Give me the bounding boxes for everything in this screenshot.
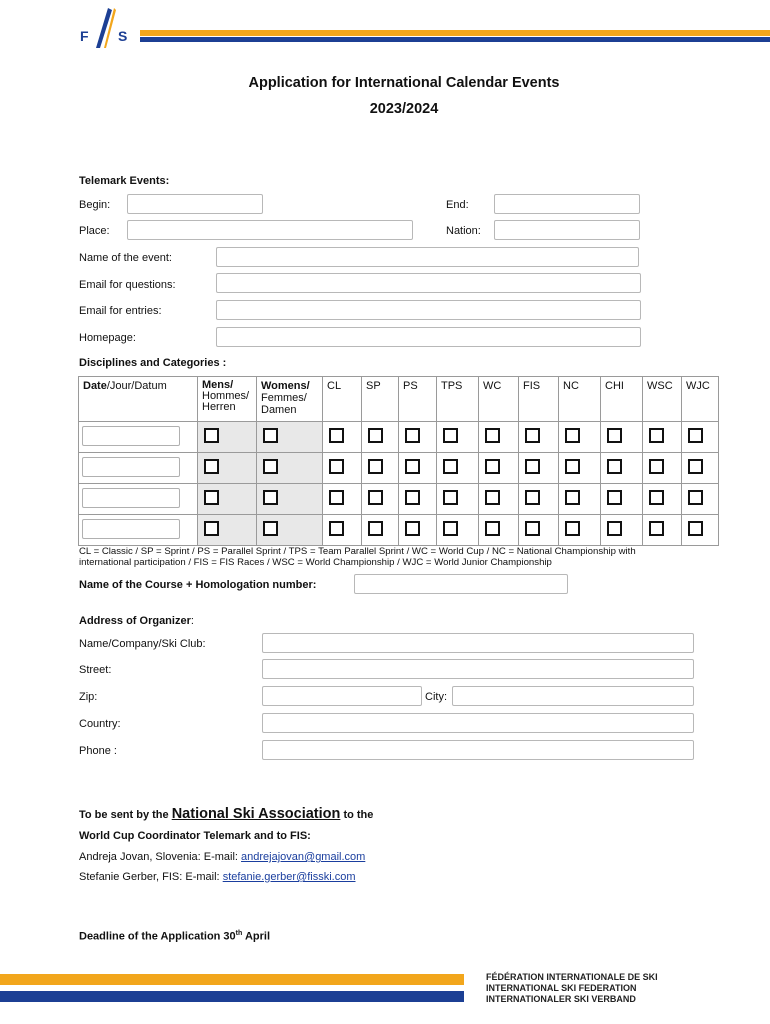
checkbox-cell <box>479 484 519 515</box>
event-name-field[interactable] <box>216 247 639 267</box>
category-checkbox[interactable] <box>649 459 664 474</box>
footer-line2: INTERNATIONAL SKI FEDERATION <box>486 983 637 993</box>
footer-stripe-blue <box>0 991 464 1002</box>
disciplines-legend <box>79 546 769 568</box>
category-checkbox[interactable] <box>329 459 344 474</box>
category-checkbox[interactable] <box>204 428 219 443</box>
category-checkbox[interactable] <box>565 459 580 474</box>
date-header-bold: Date <box>83 380 107 392</box>
category-checkbox[interactable] <box>607 459 622 474</box>
page-subtitle: 2023/2024 <box>369 101 439 117</box>
organizer-heading-suffix: : <box>190 615 194 627</box>
col-header: NC <box>559 377 601 422</box>
sendto-line2: World Cup Coordinator Telemark and to FIS: <box>79 830 311 842</box>
mens-sub1: Hommes/ <box>202 390 250 402</box>
category-checkbox[interactable] <box>688 490 703 505</box>
country-label: Country: <box>79 718 121 730</box>
category-checkbox[interactable] <box>405 490 420 505</box>
end-field[interactable] <box>494 194 640 214</box>
city-field[interactable] <box>452 686 694 706</box>
category-checkbox[interactable] <box>368 428 383 443</box>
organizer-heading <box>79 615 194 627</box>
mens-header <box>198 377 257 422</box>
footer-line1: FÉDÉRATION INTERNATIONALE DE SKI <box>486 972 658 982</box>
category-checkbox[interactable] <box>405 521 420 536</box>
col-header: TPS <box>437 377 479 422</box>
course-label: Name of the Course + Homologation number: <box>79 579 317 591</box>
header-stripe-blue <box>140 37 770 42</box>
checkbox-cell <box>519 422 559 453</box>
deadline-sup: th <box>235 930 243 937</box>
course-field[interactable] <box>354 574 568 594</box>
col-header: FIS <box>519 377 559 422</box>
contact-2 <box>79 871 356 883</box>
checkbox-cell <box>643 515 682 546</box>
disciplines-heading: Disciplines and Categories : <box>79 357 227 369</box>
checkbox-cell <box>559 515 601 546</box>
checkbox-cell <box>519 515 559 546</box>
telemark-heading: Telemark Events: <box>79 175 170 187</box>
legend-line1: CL = Classic / SP = Sprint / PS = Parallel Sprint / TPS = Team Parallel Sprint / WC = World Cup / NC = National Championship with <box>79 546 636 557</box>
fis-logo-icon <box>78 8 132 48</box>
category-checkbox[interactable] <box>443 428 458 443</box>
category-checkbox[interactable] <box>443 459 458 474</box>
checkbox-cell <box>257 422 323 453</box>
category-checkbox[interactable] <box>485 428 500 443</box>
checkbox-cell <box>437 484 479 515</box>
date-header <box>79 377 198 422</box>
contact-1-text: Andreja Jovan, Slovenia: E-mail: <box>79 851 238 863</box>
header-stripe-orange <box>140 30 770 36</box>
category-checkbox[interactable] <box>329 490 344 505</box>
organizer-heading-text: Address of Organizer <box>79 615 191 627</box>
category-checkbox[interactable] <box>204 459 219 474</box>
checkbox-cell <box>257 453 323 484</box>
disciplines-table <box>78 376 719 546</box>
checkbox-cell <box>399 453 437 484</box>
date-field[interactable] <box>82 519 180 539</box>
contact-2-text: Stefanie Gerber, FIS: E-mail: <box>79 871 220 883</box>
contact-1 <box>79 851 365 863</box>
category-checkbox[interactable] <box>485 521 500 536</box>
date-header-rest: /Jour/Datum <box>106 380 167 392</box>
zip-label: Zip: <box>79 691 98 703</box>
col-header: SP <box>362 377 399 422</box>
table-row <box>79 453 719 484</box>
checkbox-cell <box>437 422 479 453</box>
date-field[interactable] <box>82 426 180 446</box>
checkbox-cell <box>601 515 643 546</box>
checkbox-cell <box>323 422 362 453</box>
nation-label: Nation: <box>446 225 481 237</box>
footer-federation <box>486 972 658 1005</box>
place-field[interactable] <box>127 220 413 240</box>
homepage-field[interactable] <box>216 327 641 347</box>
zip-field[interactable] <box>262 686 422 706</box>
phone-label: Phone : <box>79 745 117 757</box>
checkbox-cell <box>682 515 719 546</box>
place-label: Place: <box>79 225 110 237</box>
category-checkbox[interactable] <box>368 490 383 505</box>
col-header: WC <box>479 377 519 422</box>
date-field[interactable] <box>82 457 180 477</box>
checkbox-cell <box>643 422 682 453</box>
checkbox-cell <box>559 453 601 484</box>
table-row <box>79 484 719 515</box>
street-field[interactable] <box>262 659 694 679</box>
checkbox-cell <box>601 484 643 515</box>
deadline-prefix: Deadline of the Application 30 <box>79 930 236 943</box>
deadline <box>79 930 270 943</box>
checkbox-cell <box>682 484 719 515</box>
col-header: WJC <box>682 377 719 422</box>
email-questions-field[interactable] <box>216 273 641 293</box>
date-cell <box>79 453 198 484</box>
contact-1-email-link[interactable]: andrejajovan@gmail.com <box>241 851 366 863</box>
table-row <box>79 515 719 546</box>
deadline-suffix: April <box>244 930 270 943</box>
table-header-row <box>79 377 719 422</box>
sendto-suffix: to the <box>343 809 374 821</box>
date-cell <box>79 484 198 515</box>
checkbox-cell <box>399 515 437 546</box>
table-row <box>79 422 719 453</box>
date-cell <box>79 422 198 453</box>
col-header: PS <box>399 377 437 422</box>
category-checkbox[interactable] <box>329 428 344 443</box>
org-name-field[interactable] <box>262 633 694 653</box>
category-checkbox[interactable] <box>525 459 540 474</box>
footer-stripe-orange <box>0 974 464 985</box>
col-header: WSC <box>643 377 682 422</box>
category-checkbox[interactable] <box>368 459 383 474</box>
category-checkbox[interactable] <box>263 490 278 505</box>
category-checkbox[interactable] <box>368 521 383 536</box>
svg-text:F: F <box>80 28 89 44</box>
category-checkbox[interactable] <box>688 459 703 474</box>
checkbox-cell <box>437 453 479 484</box>
checkbox-cell <box>323 515 362 546</box>
checkbox-cell <box>399 484 437 515</box>
country-field[interactable] <box>262 713 694 733</box>
begin-field[interactable] <box>127 194 263 214</box>
nation-field[interactable] <box>494 220 640 240</box>
category-checkbox[interactable] <box>649 521 664 536</box>
col-header: CHI <box>601 377 643 422</box>
footer-line3: INTERNATIONALER SKI VERBAND <box>486 994 636 1004</box>
sendto-line1 <box>79 806 373 822</box>
checkbox-cell <box>519 453 559 484</box>
category-checkbox[interactable] <box>525 490 540 505</box>
email-entries-label: Email for entries: <box>79 305 162 317</box>
category-checkbox[interactable] <box>649 428 664 443</box>
category-checkbox[interactable] <box>263 521 278 536</box>
contact-2-email-link[interactable]: stefanie.gerber@fisski.com <box>222 871 356 883</box>
email-questions-label: Email for questions: <box>79 279 176 291</box>
mens-header-label: Mens/ <box>202 379 234 391</box>
checkbox-cell <box>362 484 399 515</box>
category-checkbox[interactable] <box>607 521 622 536</box>
womens-header <box>257 377 323 422</box>
mens-sub2: Herren <box>202 401 236 413</box>
category-checkbox[interactable] <box>649 490 664 505</box>
womens-header-label: Womens/ <box>261 380 310 392</box>
category-checkbox[interactable] <box>204 521 219 536</box>
phone-field[interactable] <box>262 740 694 760</box>
checkbox-cell <box>682 422 719 453</box>
checkbox-cell <box>479 515 519 546</box>
checkbox-cell <box>362 422 399 453</box>
checkbox-cell <box>399 422 437 453</box>
category-checkbox[interactable] <box>565 521 580 536</box>
womens-sub2: Damen <box>261 404 297 416</box>
checkbox-cell <box>479 453 519 484</box>
checkbox-cell <box>257 515 323 546</box>
category-checkbox[interactable] <box>688 521 703 536</box>
category-checkbox[interactable] <box>329 521 344 536</box>
category-checkbox[interactable] <box>443 490 458 505</box>
checkbox-cell <box>479 422 519 453</box>
category-checkbox[interactable] <box>607 490 622 505</box>
date-cell <box>79 515 198 546</box>
date-field[interactable] <box>82 488 180 508</box>
checkbox-cell <box>437 515 479 546</box>
email-entries-field[interactable] <box>216 300 641 320</box>
street-label: Street: <box>79 664 112 676</box>
category-checkbox[interactable] <box>405 459 420 474</box>
category-checkbox[interactable] <box>607 428 622 443</box>
category-checkbox[interactable] <box>485 490 500 505</box>
checkbox-cell <box>601 422 643 453</box>
city-label: City: <box>425 691 447 703</box>
category-checkbox[interactable] <box>525 521 540 536</box>
checkbox-cell <box>559 422 601 453</box>
checkbox-cell <box>643 484 682 515</box>
col-header: CL <box>323 377 362 422</box>
sendto-prefix: To be sent by the <box>79 809 169 821</box>
checkbox-cell <box>601 453 643 484</box>
category-checkbox[interactable] <box>688 428 703 443</box>
checkbox-cell <box>198 453 257 484</box>
checkbox-cell <box>323 484 362 515</box>
checkbox-cell <box>519 484 559 515</box>
checkbox-cell <box>643 453 682 484</box>
category-checkbox[interactable] <box>525 428 540 443</box>
org-name-label: Name/Company/Ski Club: <box>79 638 206 650</box>
checkbox-cell <box>682 453 719 484</box>
category-checkbox[interactable] <box>565 428 580 443</box>
category-checkbox[interactable] <box>263 428 278 443</box>
legend-line2: international participation / FIS = FIS Races / WSC = World Championship / WJC = World Junior Championship <box>79 557 552 568</box>
checkbox-cell <box>559 484 601 515</box>
checkbox-cell <box>362 453 399 484</box>
category-checkbox[interactable] <box>405 428 420 443</box>
category-checkbox[interactable] <box>204 490 219 505</box>
homepage-label: Homepage: <box>79 332 136 344</box>
fis-logo <box>78 8 132 48</box>
checkbox-cell <box>198 515 257 546</box>
event-name-label: Name of the event: <box>79 252 172 264</box>
checkbox-cell <box>198 484 257 515</box>
page-title: Application for International Calendar Events <box>248 75 560 91</box>
category-checkbox[interactable] <box>565 490 580 505</box>
sendto-nsa: National Ski Association <box>171 806 341 822</box>
checkbox-cell <box>257 484 323 515</box>
end-label: End: <box>446 199 469 211</box>
category-checkbox[interactable] <box>485 459 500 474</box>
svg-text:S: S <box>118 28 128 44</box>
checkbox-cell <box>362 515 399 546</box>
category-checkbox[interactable] <box>443 521 458 536</box>
checkbox-cell <box>323 453 362 484</box>
category-checkbox[interactable] <box>263 459 278 474</box>
checkbox-cell <box>198 422 257 453</box>
womens-sub1: Femmes/ <box>261 392 307 404</box>
begin-label: Begin: <box>79 199 111 211</box>
